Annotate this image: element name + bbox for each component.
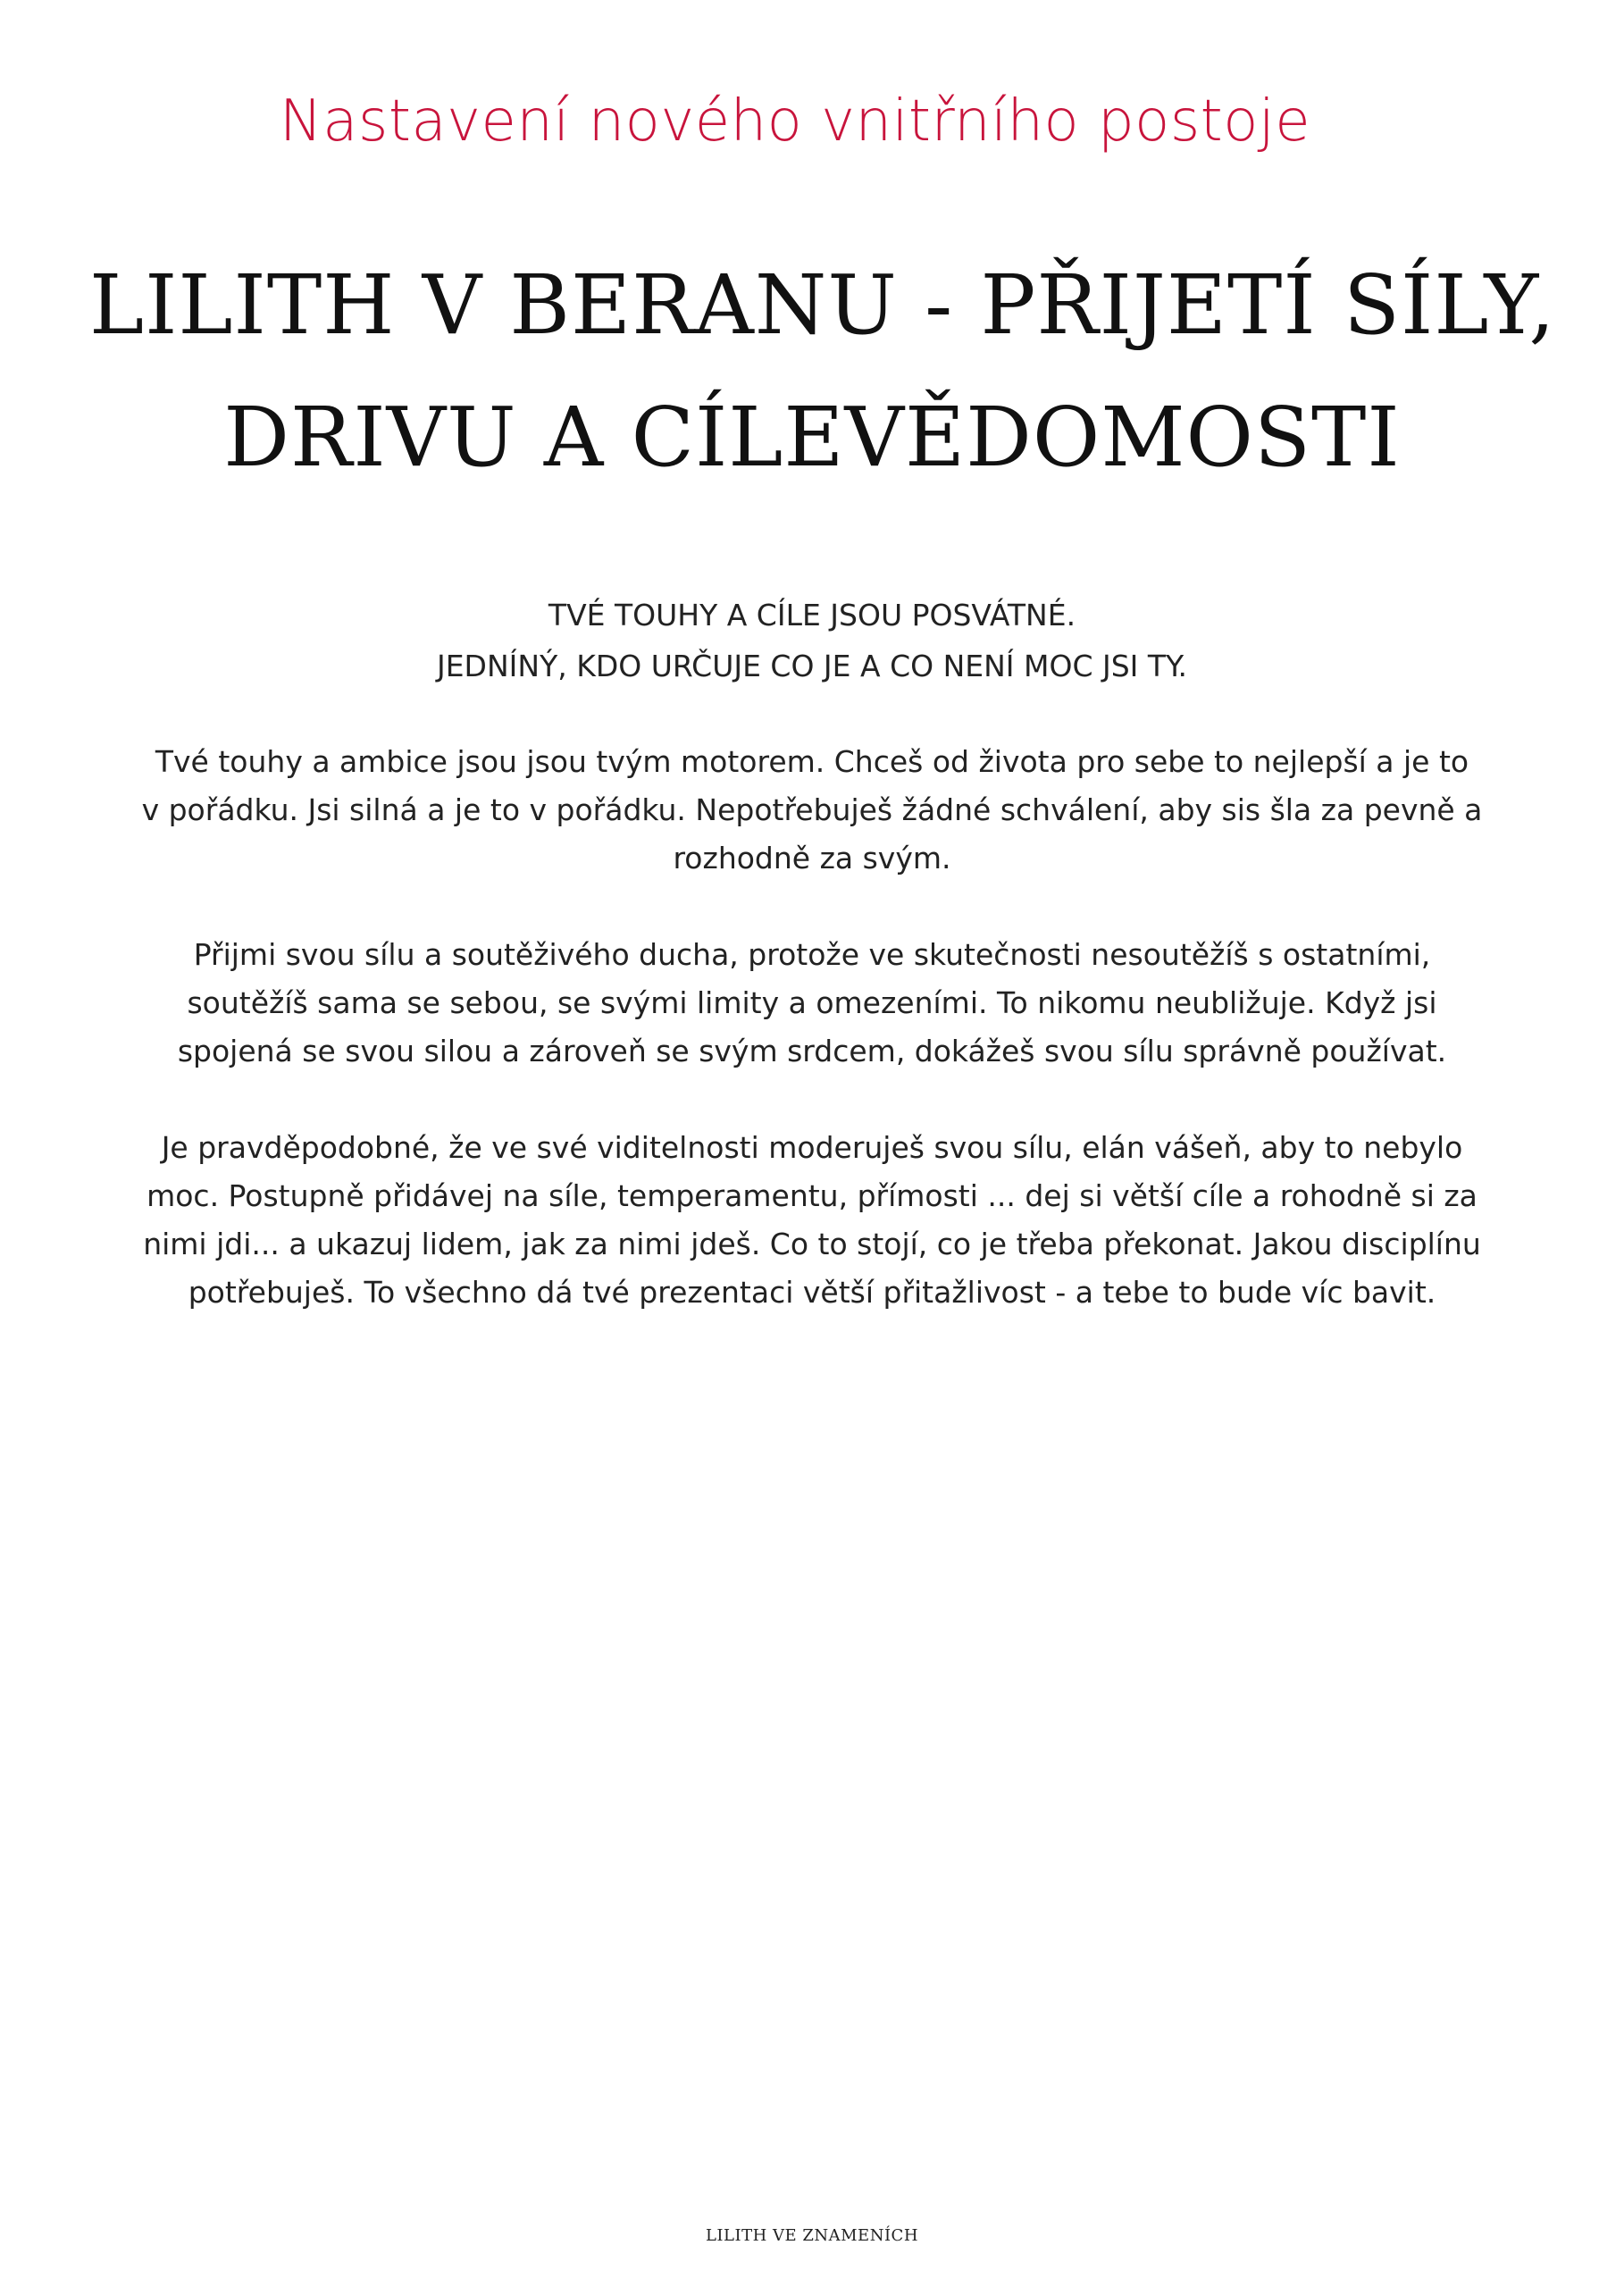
paragraph-line: soutěžíš sama se sebou, se svými limity a omezeními. To nikomu neubližuje. Když jsi [187,985,1437,1020]
page-title [89,239,1556,504]
paragraph-line: spojená se svou silou a zároveň se svým srdcem, dokážeš svou sílu správně používat. [177,1034,1447,1068]
lead-statement [107,590,1517,691]
document-body [107,590,1517,1317]
page-subtitle: Nastavení nového vnitřního postoje [279,88,1311,155]
lead-line: TVÉ TOUHY A CÍLE JSOU POSVÁTNÉ. [548,598,1076,632]
paragraph-line: potřebuješ. To všechno dá tvé prezentaci větší přitažlivost - a tebe to bude víc bavit. [188,1275,1436,1310]
paragraph [107,931,1517,1076]
paragraph-line: Je pravděpodobné, že ve své viditelnosti moderuješ svou sílu, elán vášeň, aby to nebylo [161,1130,1463,1165]
paragraph [107,1124,1517,1317]
paragraph-line: rozhodně za svým. [673,841,951,875]
paragraph-line: moc. Postupně přidávej na síle, temperamentu, přímosti ... dej si větší cíle a rohodně si za [146,1178,1478,1213]
paragraph-line: nimi jdi... a ukazuj lidem, jak za nimi jdeš. Co to stojí, co je třeba překonat. Jakou disciplínu [143,1227,1481,1261]
paragraph-line: v pořádku. Jsi silná a je to v pořádku. Nepotřebuješ žádné schválení, aby sis šla za pevně a [141,792,1483,827]
page-footer: LILITH VE ZNAMENÍCH [705,2226,919,2245]
lead-line: JEDNÍNÝ, KDO URČUJE CO JE A CO NENÍ MOC JSI TY. [436,649,1188,683]
title-line: DRIVU A CÍLEVĚDOMOSTI [223,390,1401,485]
paragraph [107,738,1517,883]
paragraph-line: Přijmi svou sílu a soutěživého ducha, protože ve skutečnosti nesoutěžíš s ostatními, [193,937,1431,972]
title-line: LILITH V BERANU - PŘIJETÍ SÍLY, [89,257,1556,353]
paragraph-line: Tvé touhy a ambice jsou jsou tvým motorem. Chceš od života pro sebe to nejlepší a je to [155,744,1469,779]
